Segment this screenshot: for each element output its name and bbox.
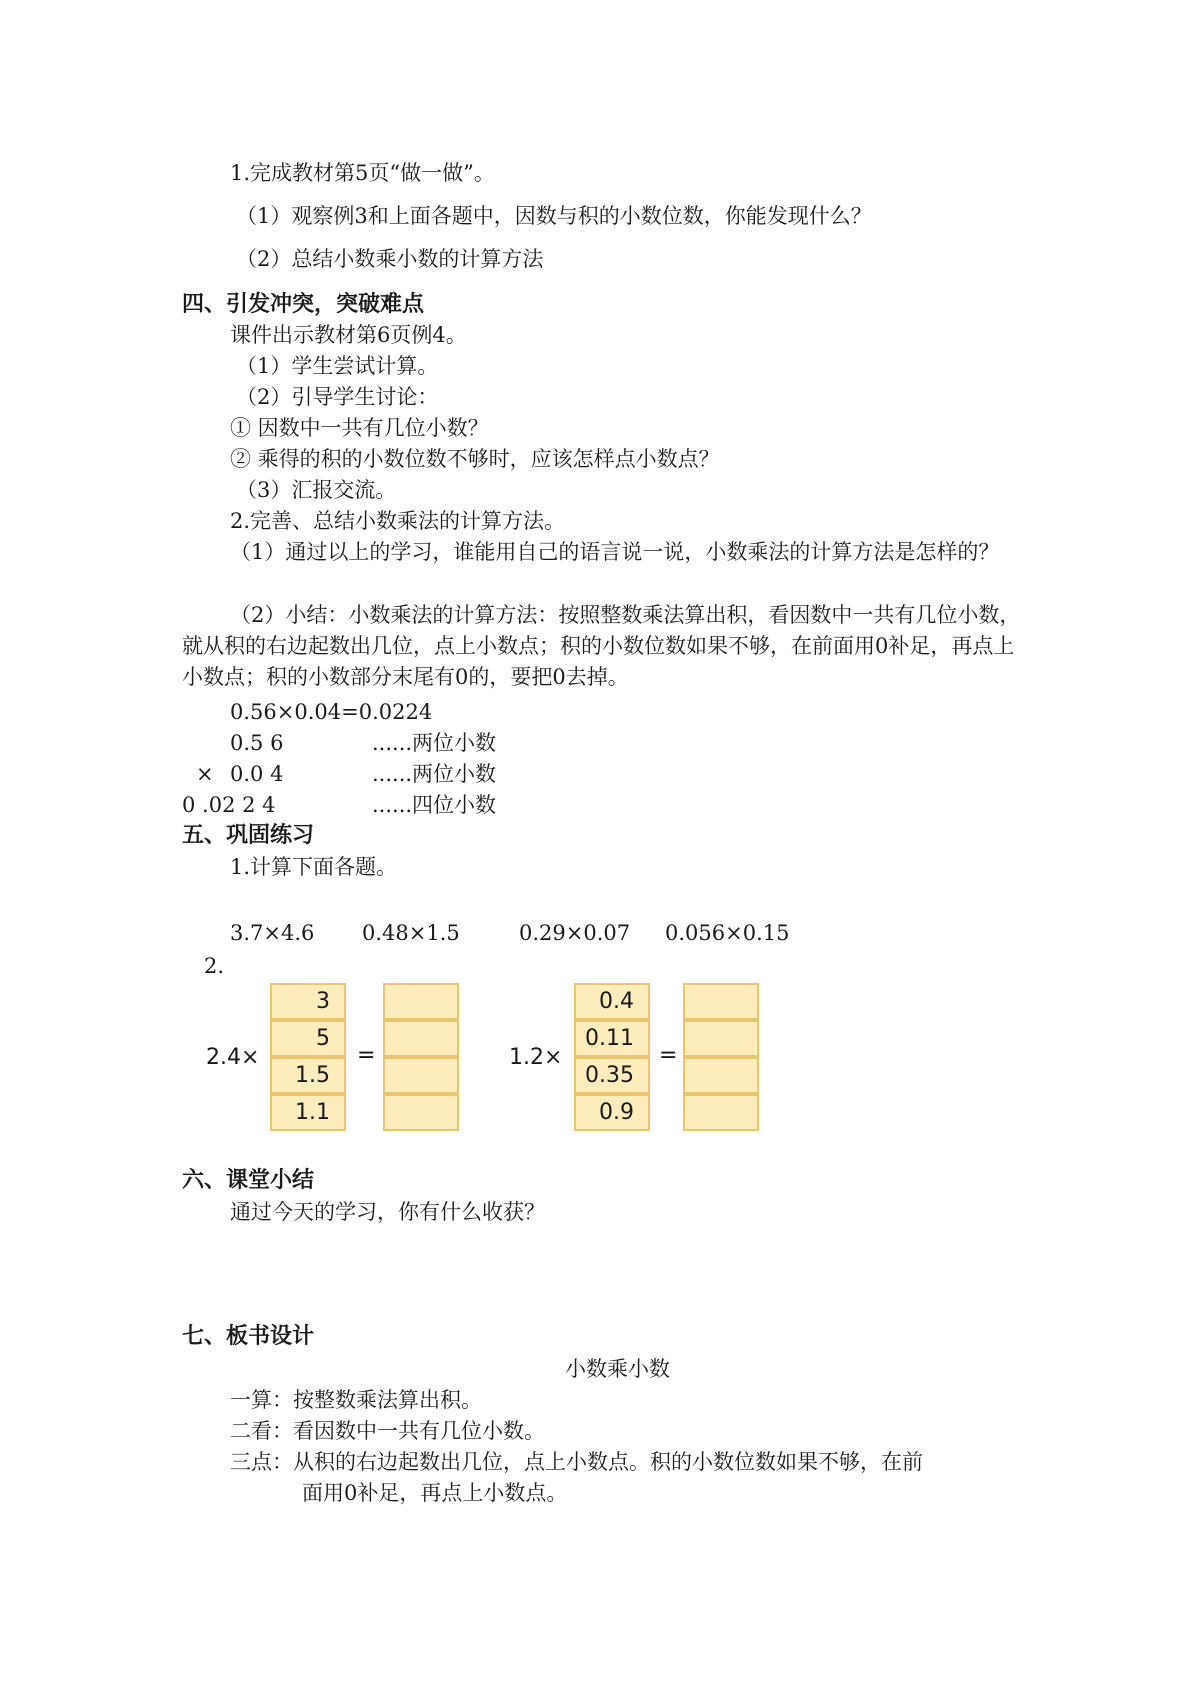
factor-label: 2.4× — [206, 1045, 260, 1070]
calc-row — [196, 759, 496, 789]
calc-row — [182, 790, 496, 820]
calc-note: ......四位小数 — [372, 793, 497, 817]
answer-box[interactable] — [683, 1057, 759, 1094]
answer-box[interactable] — [383, 1020, 459, 1057]
times-sign: × — [196, 762, 214, 786]
line: 通过今天的学习，你有什么收获？ — [230, 1200, 545, 1224]
line: ② 乘得的积的小数位数不够时，应该怎样点小数点？ — [230, 447, 720, 471]
value-box: 0.11 — [574, 1020, 650, 1057]
line: 2. — [204, 954, 225, 978]
step-1: 1.完成教材第5页“做一做”。 — [230, 161, 495, 185]
calc-row — [230, 728, 496, 758]
answer-box[interactable] — [383, 1094, 459, 1131]
answer-box[interactable] — [383, 1057, 459, 1094]
board-line: 三点：从积的右边起数出几位，点上小数点。积的小数位数如果不够，在前 — [230, 1450, 923, 1474]
summary-paragraph: （2）小结：小数乘法的计算方法：按照整数乘法算出积，看因数中一共有几位小数，就从积的右边起数出几位，点上小数点；积的小数位数如果不够，在前面用0补足，再点上小数点；积的小数部分末尾有0的，要把0去掉。 — [182, 603, 1021, 689]
problem: 0.48×1.5 — [362, 921, 460, 945]
paragraph: （1）通过以上的学习，谁能用自己的语言说一说，小数乘法的计算方法是怎样的？ — [230, 540, 1000, 564]
calc-note: ......两位小数 — [372, 731, 497, 755]
calc-factor: 0.5 6 — [230, 731, 284, 755]
line: （3）汇报交流。 — [236, 478, 397, 502]
question-2: （2）总结小数乘小数的计算方法 — [236, 247, 544, 271]
answer-box[interactable] — [683, 983, 759, 1020]
section-5-heading: 五、巩固练习 — [182, 823, 315, 848]
board-line: 面用0补足，再点上小数点。 — [302, 1481, 568, 1505]
calc-product: 0 .02 2 4 — [182, 793, 276, 817]
section-4-heading: 四、引发冲突，突破难点 — [182, 292, 425, 317]
calc-factor: 0.0 4 — [230, 762, 284, 786]
board-line: 二看：看因数中一共有几位小数。 — [230, 1419, 545, 1443]
answer-box[interactable] — [683, 1020, 759, 1057]
problem: 0.29×0.07 — [519, 921, 631, 945]
value-box: 5 — [270, 1020, 346, 1057]
calc-note: ......两位小数 — [372, 762, 497, 786]
equals-sign: = — [357, 1043, 376, 1068]
line: （1）学生尝试计算。 — [236, 354, 439, 378]
answer-box[interactable] — [683, 1094, 759, 1131]
line: 课件出示教材第6页例4。 — [230, 323, 467, 347]
line: （2）引导学生讨论： — [236, 385, 439, 409]
value-box: 3 — [270, 983, 346, 1020]
equals-sign: = — [659, 1043, 678, 1068]
value-box: 0.35 — [574, 1057, 650, 1094]
value-box: 1.5 — [270, 1057, 346, 1094]
problem: 0.056×0.15 — [665, 921, 790, 945]
line: 1.计算下面各题。 — [230, 855, 398, 879]
problem: 3.7×4.6 — [230, 921, 315, 945]
section-7-heading: 七、板书设计 — [182, 1324, 315, 1349]
equation: 0.56×0.04=0.0224 — [230, 700, 433, 724]
line: 2.完善、总结小数乘法的计算方法。 — [230, 509, 566, 533]
value-box: 1.1 — [270, 1094, 346, 1131]
factor-label: 1.2× — [509, 1045, 563, 1070]
question-1: （1）观察例3和上面各题中，因数与积的小数位数，你能发现什么？ — [236, 204, 872, 228]
value-box: 0.4 — [574, 983, 650, 1020]
line: ① 因数中一共有几位小数？ — [230, 416, 489, 440]
value-box: 0.9 — [574, 1094, 650, 1131]
answer-box[interactable] — [383, 983, 459, 1020]
board-title: 小数乘小数 — [565, 1357, 670, 1381]
section-6-heading: 六、课堂小结 — [182, 1168, 315, 1193]
board-line: 一算：按整数乘法算出积。 — [230, 1388, 482, 1412]
